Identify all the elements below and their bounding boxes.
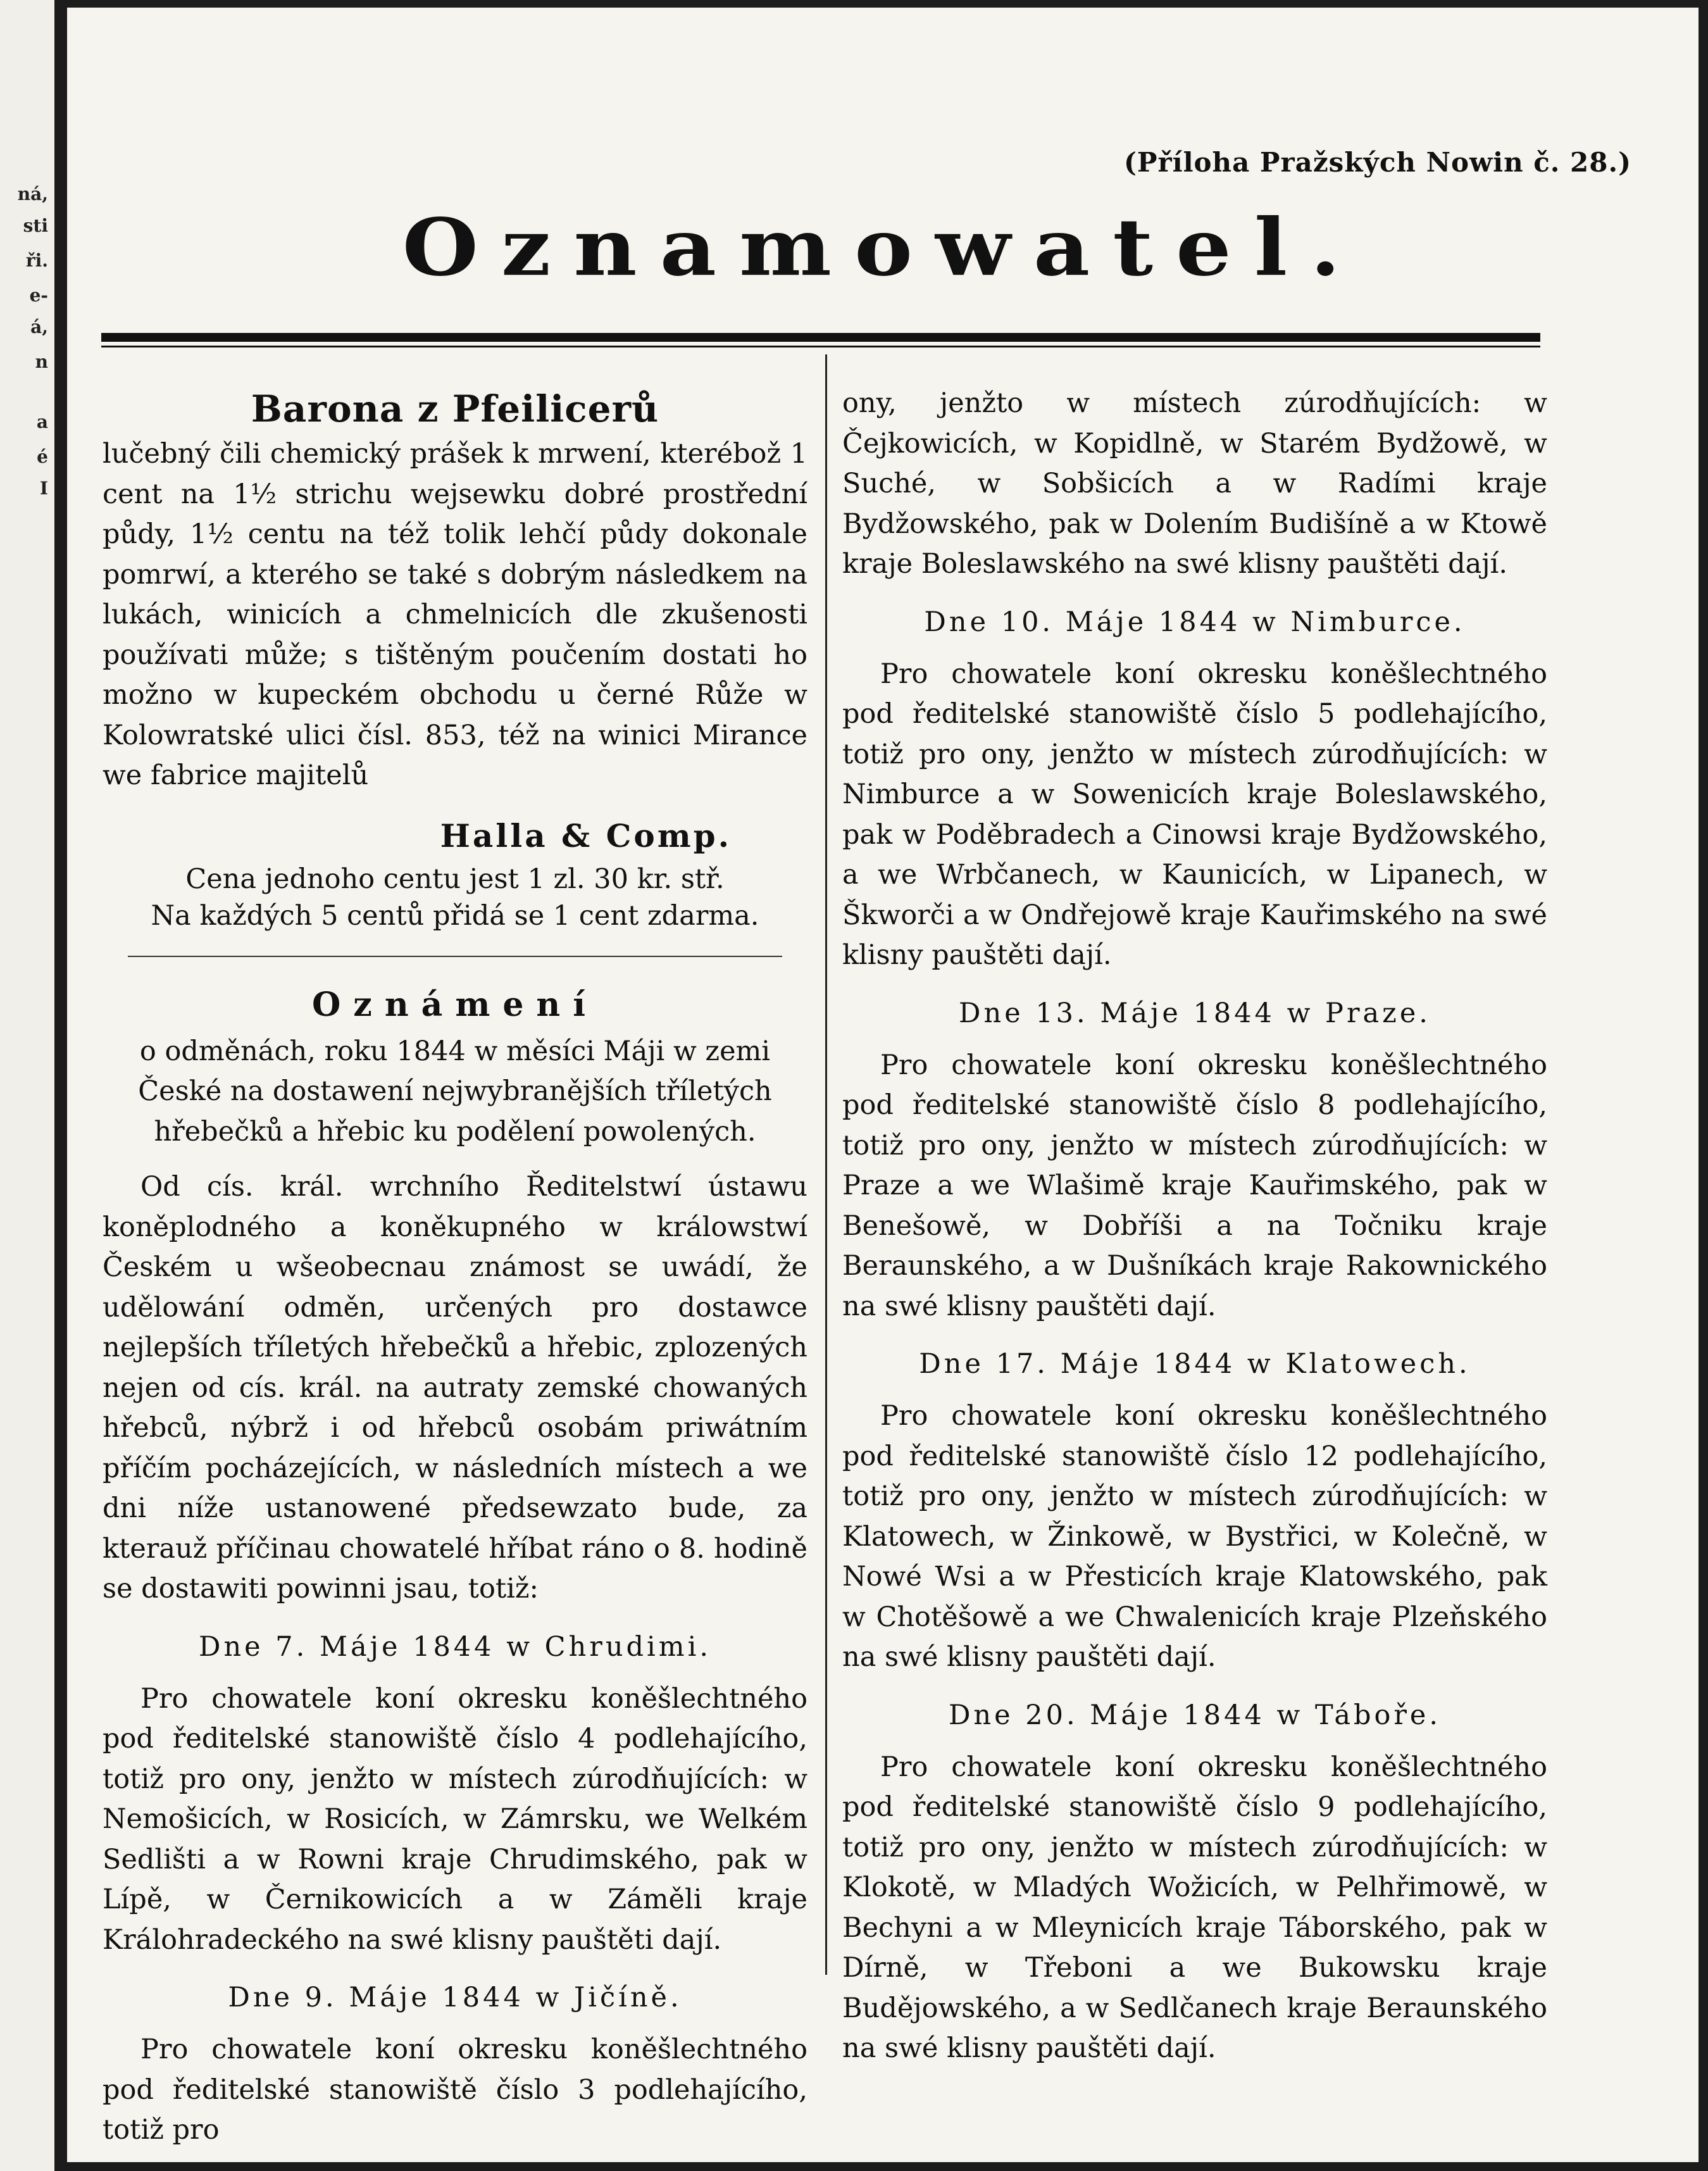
event-text: Pro chowatele koní okresku koněšlechtného pod ředitelské stanowiště číslo 4 podlehajícího, totiž pro ony, jenžto w místech zúrodňujících: w Nemošicích, w Rosicích, w Zámrsku, we Welkém Sedlišti a w Rowni kraje Chrudimského, pak w Lípě, w Černikowicích a w Záměli kraje Králohradeckého na swé klisny pauštěti dají. — [103, 1682, 807, 1956]
supplement-note: (Příloha Pražských Nowin č. 28.) — [1124, 147, 1631, 178]
event-text: Pro chowatele koní okresku koněšlechtného pod ředitelské stanowiště číslo 8 podlehajícího, totiž pro ony, jenžto w místech zúrodňujících: w Praze a we Wlašimě kraje Kauřimského, pak w Benešowě, w Dobříši a na Točniku kraje Beraunského, a w Dušníkách kraje Rakownického na swé klisny pauštěti dají. — [842, 1049, 1547, 1322]
masthead-rule-thin — [101, 346, 1540, 347]
event-date: Dne 13. Máje 1844 w Praze. — [959, 997, 1431, 1029]
left-column — [103, 384, 807, 2166]
margin-fragment: I — [39, 478, 48, 499]
ad-price-line: Cena jednoho centu jest 1 zl. 30 kr. stř. — [185, 863, 725, 895]
event-text-continuation: ony, jenžto w místech zúrodňujících: w Čejkowicích, w Kopidlně, w Starém Bydžowě, w Suché, w Sobšicích a w Radími kraje Bydžowského, pak w Dolením Budišíně a w Ktowě kraje Boleslawského na swé klisny pauštěti dají. — [842, 387, 1547, 580]
margin-fragment: n — [35, 351, 48, 372]
ad-title: Barona z Pfeilicerů — [251, 387, 659, 430]
margin-fragment: é — [37, 446, 48, 467]
event-date: Dne 7. Máje 1844 w Chrudimi. — [199, 1630, 711, 1663]
event-date: Dne 20. Máje 1844 w Táboře. — [948, 1699, 1442, 1731]
margin-fragment: ná, — [17, 184, 48, 204]
column-divider — [825, 354, 827, 1975]
margin-fragment: a — [36, 411, 48, 432]
margin-fragment: e- — [29, 285, 48, 306]
notice-intro: Od cís. král. wrchního Ředitelstwí ústawu koněplodného a koněkupného w králowstwí Českém u wšeobecnau známost se uwádí, že udělowání odměn, určených pro dostawce nejlepších tříletých hřebečků a hřebic, zplozených nejen od cís. král. na autraty zemské chowaných hřebců, nýbrž i od hřebců osobám priwátním příčím pocházejících, w následních místech a we dni níže ustanowené předsewzato bude, za kterauž příčinau chowatelé hříbat ráno o 8. hodině se dostawiti powinni jsau, totiž: — [103, 1171, 807, 1605]
ad-firm: Halla & Comp. — [440, 816, 732, 854]
section-separator — [128, 956, 782, 957]
right-column — [842, 384, 1547, 2084]
event-text: Pro chowatele koní okresku koněšlechtného pod ředitelské stanowiště číslo 12 podlehajícího, totiž pro ony, jenžto w místech zúrodňujících: w Klatowech, w Žinkowě, w Bystřici, w Kolečně, w Nowé Wsi a w Přesticích kraje Klatowského, pak w Chotěšowě a we Chwalenicích kraje Plzeňského na swé klisny pauštěti dají. — [842, 1400, 1547, 1673]
previous-page-edge — [0, 0, 54, 2171]
event-text: Pro chowatele koní okresku koněšlechtného pod ředitelské stanowiště číslo 9 podlehajícího, totiž pro ony, jenžto w místech zúrodňujících: w Klokotě, w Mladých Wožicích, w Pelhřimowě, w Bechyni a w Mleynicích kraje Táborského, pak w Dírně, w Třeboni a we Bukowsku kraje Budějowského, a w Sedlčanech kraje Beraunského na swé klisny pauštěti dají. — [842, 1751, 1547, 2064]
ad-body: lučebný čili chemický prášek k mrwení, kterébož 1 cent na 1½ strichu wejsewku dobré prostřední půdy, 1½ centu na též tolik lehčí půdy dokonale pomrwí, a kterého se také s dobrým následkem na lukách, winicích a chmelnicích dle zkušenosti používati může; s tištěným poučením dostati ho možno w kupeckém obchodu u černé Růže w Kolowratské ulici čísl. 853, též na winici Mirance we fabrice majitelů — [103, 438, 807, 791]
ad-price-line: Na každých 5 centů přidá se 1 cent zdarma. — [151, 899, 759, 932]
margin-fragment: á, — [30, 316, 48, 337]
masthead-title: Oznamowatel. — [402, 201, 1364, 294]
event-date: Dne 9. Máje 1844 w Jičíně. — [228, 1982, 682, 2013]
margin-fragment: ři. — [25, 250, 48, 271]
event-date: Dne 17. Máje 1844 w Klatowech. — [919, 1348, 1471, 1380]
event-text: Pro chowatele koní okresku koněšlechtného pod ředitelské stanowiště číslo 3 podlehajícího, totiž pro — [103, 2034, 807, 2146]
masthead-rule-thick — [101, 333, 1540, 342]
margin-fragment: sti — [23, 215, 48, 236]
event-date: Dne 10. Máje 1844 w Nimburce. — [924, 606, 1466, 638]
notice-title: Oznámení — [312, 985, 598, 1024]
event-text: Pro chowatele koní okresku koněšlechtného pod ředitelské stanowiště číslo 5 podlehajícího, totiž pro ony, jenžto w místech zúrodňujících: w Nimburce a w Sowenicích kraje Boleslawského, pak w Poděbradech a Cinowsi kraje Bydžowského, a we Wrbčanech, w Kaunicích, w Lipanech, w Škworči a w Ondřejowě kraje Kauřimského na swé klisny pauštěti dají. — [842, 658, 1547, 971]
notice-subtitle: o odměnách, roku 1844 w měsíci Máji w zemi České na dostawení nejwybranějších tříletých hřebečků a hřebic ku podělení powolených. — [138, 1035, 772, 1148]
